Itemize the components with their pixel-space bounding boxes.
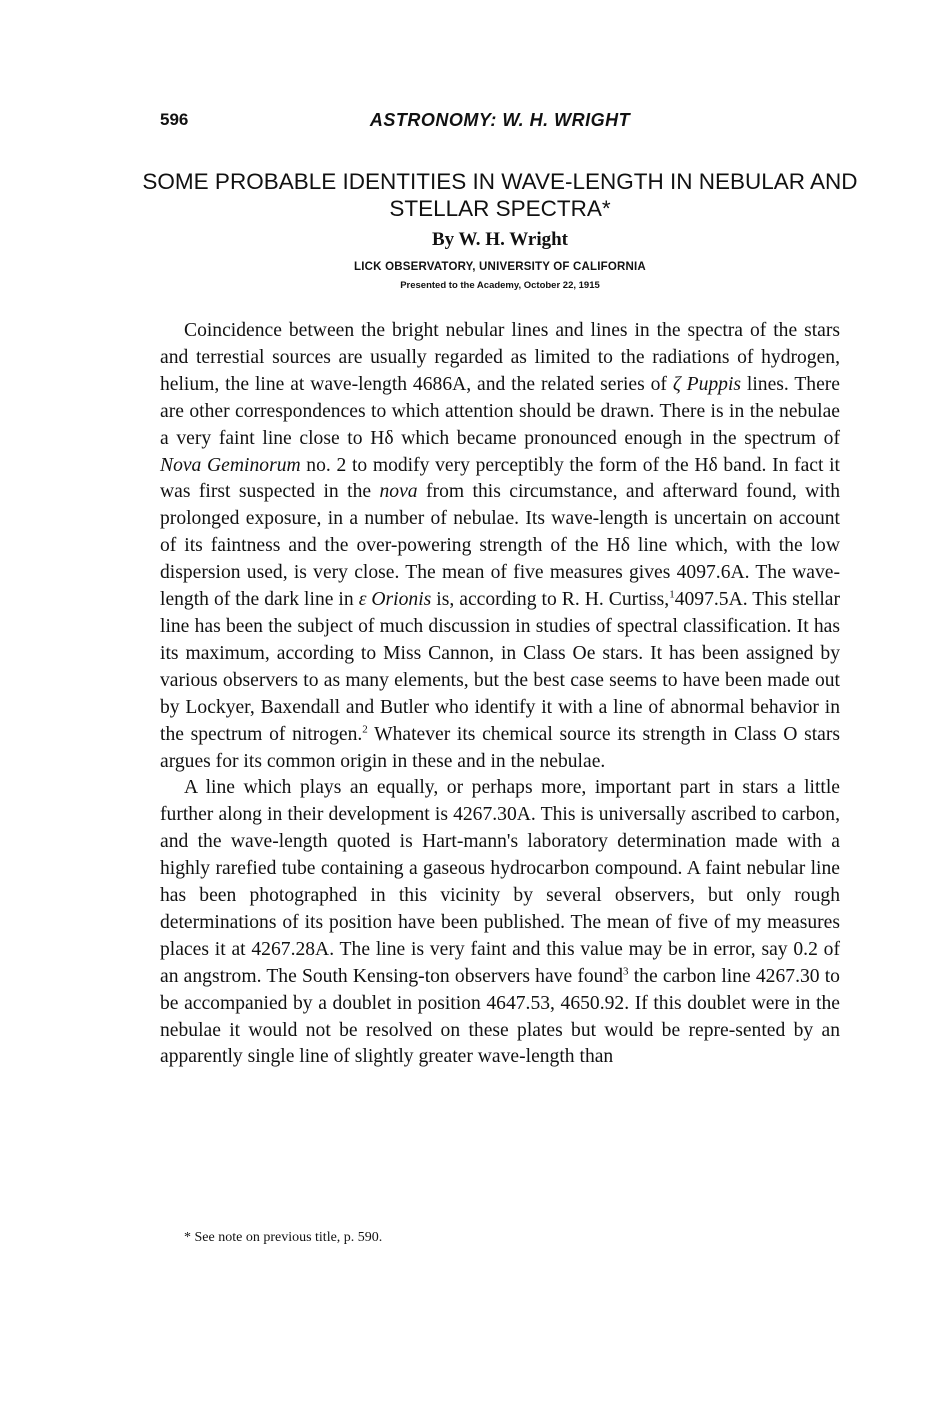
author-affiliation: LICK OBSERVATORY, UNIVERSITY OF CALIFORNIA	[354, 261, 646, 273]
text-run: Coincidence between the bright nebular lines and lines in the spectra of the stars and terrestial sources are usually regarded as limited to the radiations of hydrogen, helium, the line at wave-length 4686A, and the related series of	[160, 320, 840, 395]
text-run: lines. There are other correspondences to which attention should be drawn. There is in the nebulae a very faint line close to Hδ which became pronounced enough in the spectrum of	[160, 373, 841, 449]
footnote-marker: 1	[669, 588, 675, 601]
italic-term: Nova Geminorum	[160, 454, 301, 476]
footnote-marker: 2	[362, 723, 368, 736]
presentation-date: Presented to the Academy, October 22, 1915	[400, 280, 600, 291]
footnote-marker: 3	[623, 965, 629, 978]
text-run: 4097.5A. This stellar line has been the subject of much discussion in studies of spectral classification. It has its maximum, according to Miss Cannon, in Class Oe stars. It has been assigned by various observers to as many elements, but the best case seems to have been made out by Lockyer, Baxendall and Butler who identify it with a line of abnormal behavior in the spectrum of nitrogen.	[160, 589, 840, 745]
text-run: A line which plays an equally, or perhaps more, important part in stars a little further along in their development is 4267.30A. This is universally ascribed to carbon, and the wave-length quoted is Hart-mann's laboratory determination made with a highly rarefied tube containing a gaseous hydrocarbon compound. A faint nebular line has been photographed in this vicinity by several observers, but only rough determinations of its position have been published. The mean of five of my measures places it at 4267.28A. The line is very faint and this value may be in error, say 0.2 of an angstrom. The South Kensing-ton observers have found	[160, 777, 840, 987]
article-body	[160, 318, 840, 1071]
text-run: Whatever its chemical source its strength in Class O stars argues for its common origin in these and in the nebulae.	[160, 723, 840, 772]
text-run: is, according to R. H. Curtiss,	[431, 589, 670, 611]
running-head	[160, 110, 840, 136]
paragraph-2	[160, 775, 840, 1071]
page-number: 596	[160, 110, 189, 129]
text-run: from this circumstance, and afterward found, with prolonged exposure, in a number of nebulae. Its wave-length is uncertain on account of its faintness and the over-powering strength of the Hδ line which, with the low dispersion used, is very close. The mean of five measures gives 4097.6A. The wave-length of the dark line in	[160, 481, 840, 611]
text-run: the carbon line 4267.30 to be accompanied by a doublet in position 4647.53, 4650.92. If this doublet were in the nebulae it would not be resolved on these plates but would be repre-sented by an apparently single line of slightly greater wave-length than	[160, 965, 840, 1068]
article-title: SOME PROBABLE IDENTITIES IN WAVE-LENGTH IN NEBULAR AND STELLAR SPECTRA*	[142, 169, 858, 221]
author-byline: By W. H. Wright	[431, 229, 569, 250]
italic-term: ζ Puppis	[672, 373, 742, 395]
paragraph-1	[160, 318, 840, 775]
text-run: no. 2 to modify very perceptibly the form of the Hδ band. In fact it was first suspected in the	[160, 454, 840, 503]
italic-term: ε Orionis	[358, 589, 432, 611]
running-title: ASTRONOMY: W. H. WRIGHT	[369, 110, 631, 130]
italic-term: nova	[379, 481, 418, 503]
footnote: * See note on previous title, p. 590.	[184, 1230, 383, 1245]
